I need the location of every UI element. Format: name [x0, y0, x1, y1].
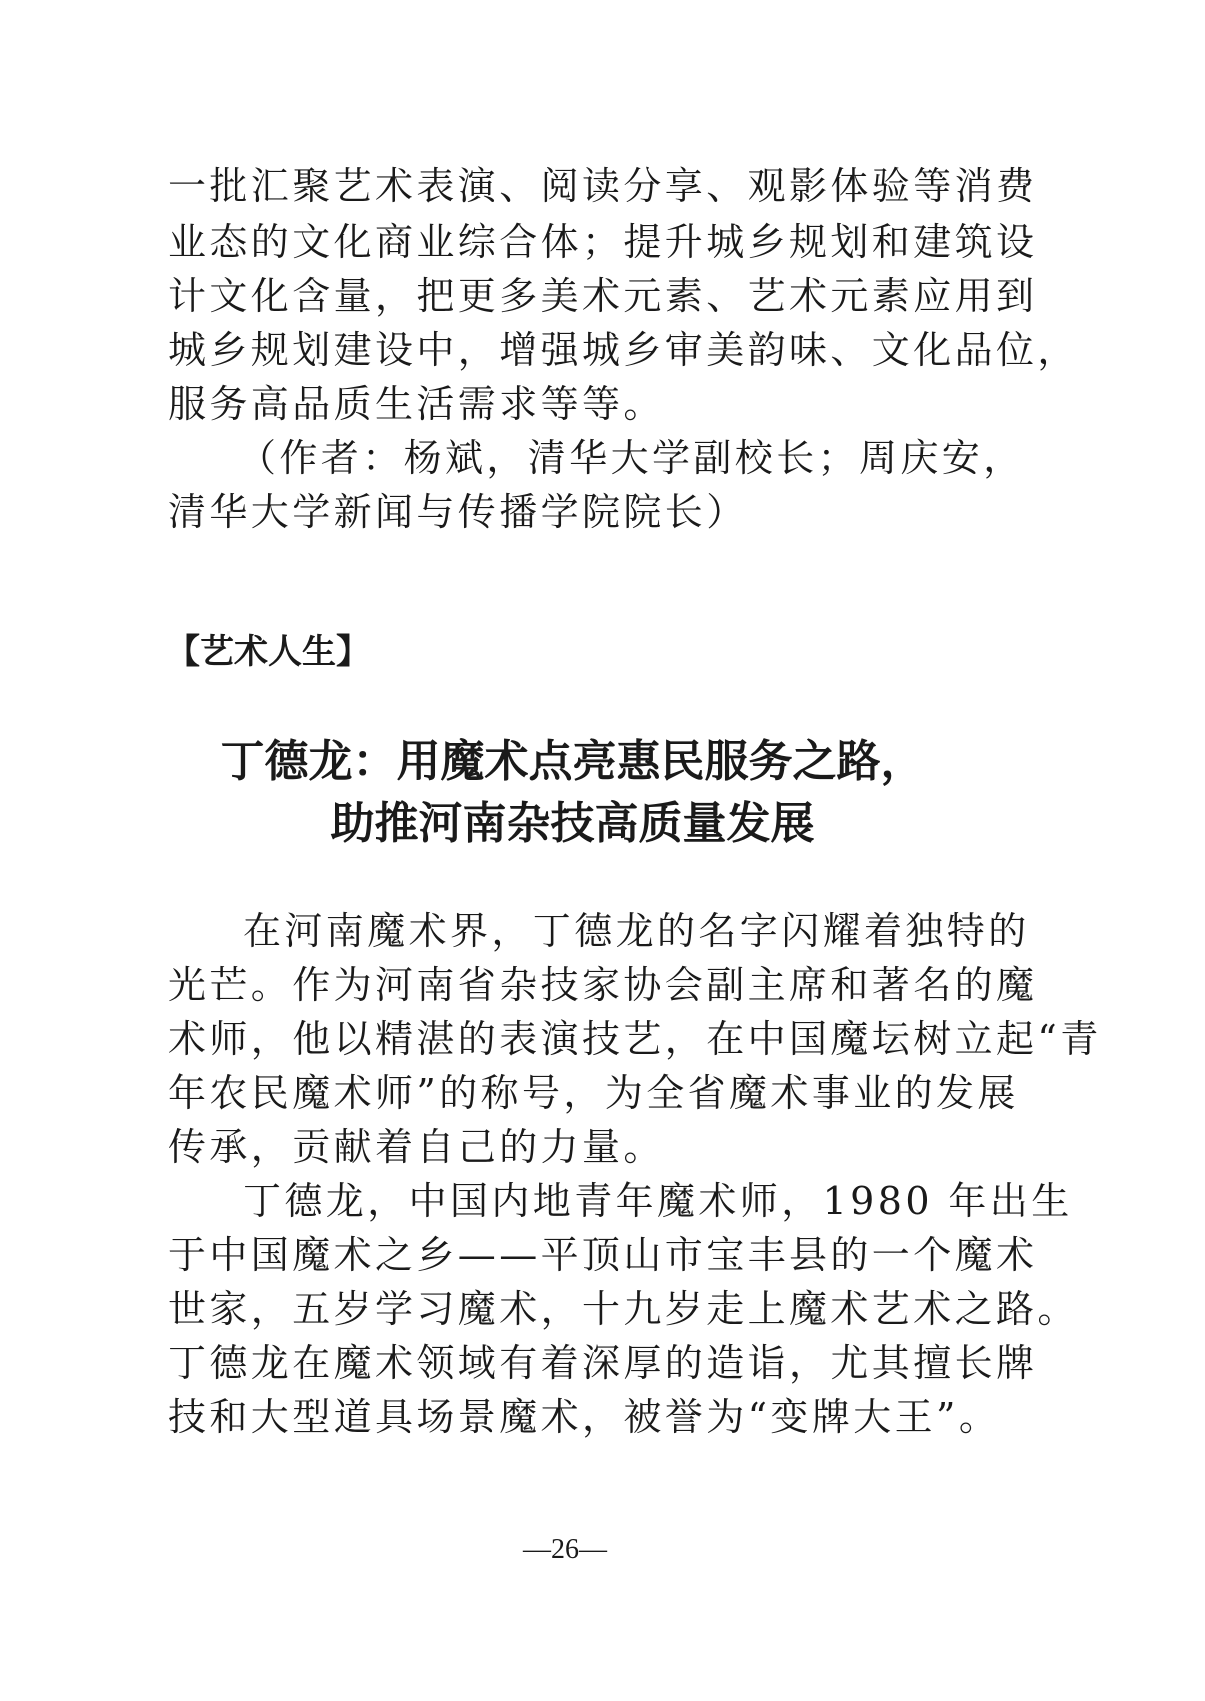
article-title-line-2: 助推河南杂技高质量发展: [330, 798, 815, 849]
author-note-line: （作者：杨斌，清华大学副校长；周庆安，: [238, 436, 1025, 480]
author-note-line: 清华大学新闻与传播学院院长）: [168, 490, 748, 534]
text-line: 传承，贡献着自己的力量。: [168, 1125, 665, 1169]
text-line: 业态的文化商业综合体；提升城乡规划和建筑设: [168, 220, 1038, 264]
text-line: 世家，五岁学习魔术，十九岁走上魔术艺术之路。: [168, 1287, 1079, 1331]
text-line: 光芒。作为河南省杂技家协会副主席和著名的魔: [168, 963, 1038, 1007]
text-line: 丁德龙，中国内地青年魔术师，1980 年出生: [243, 1179, 1073, 1223]
article-title-line-1: 丁德龙：用魔术点亮惠民服务之路，: [220, 736, 925, 787]
page-number: —26—: [523, 1534, 607, 1565]
text-line: 丁德龙在魔术领域有着深厚的造诣，尤其擅长牌: [168, 1341, 1038, 1385]
text-line: 在河南魔术界，丁德龙的名字闪耀着独特的: [243, 909, 1030, 953]
text-line: 一批汇聚艺术表演、阅读分享、观影体验等消费: [168, 164, 1038, 208]
text-line: 年农民魔术师”的称号，为全省魔术事业的发展: [168, 1071, 1019, 1115]
section-tag: 【艺术人生】: [166, 632, 370, 672]
text-line: 术师，他以精湛的表演技艺，在中国魔坛树立起“青: [168, 1017, 1102, 1061]
text-line: 计文化含量，把更多美术元素、艺术元素应用到: [168, 274, 1038, 318]
text-line: 城乡规划建设中，增强城乡审美韵味、文化品位，: [168, 328, 1079, 372]
text-line: 技和大型道具场景魔术，被誉为“变牌大王”。: [168, 1395, 1001, 1439]
text-line: 于中国魔术之乡——平顶山市宝丰县的一个魔术: [168, 1233, 1038, 1277]
text-line: 服务高品质生活需求等等。: [168, 382, 665, 426]
